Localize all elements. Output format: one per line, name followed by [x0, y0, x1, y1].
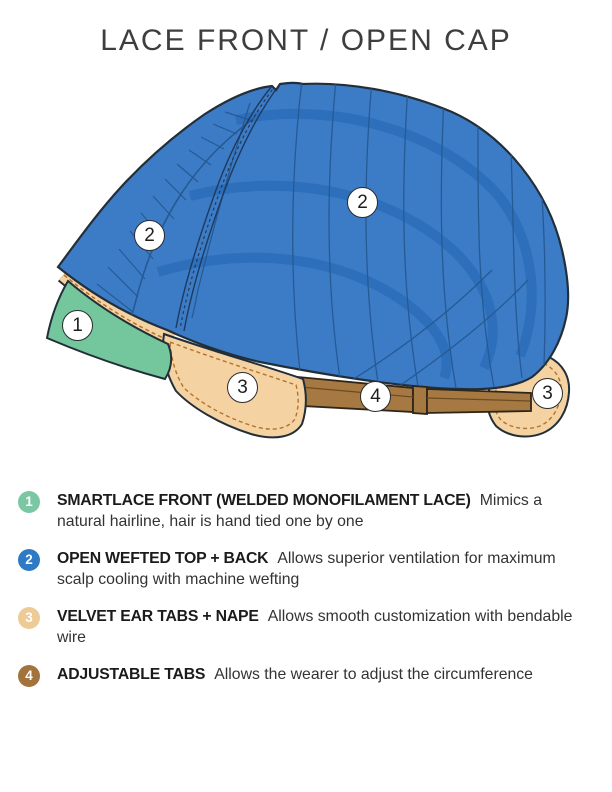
- callout-ear-tab: 3: [227, 372, 258, 403]
- legend-item-label: OPEN WEFTED TOP + BACK: [57, 550, 269, 567]
- legend-number-badge: 4: [18, 665, 40, 687]
- legend-item-open-wefted: [18, 549, 592, 591]
- legend-number-badge: 2: [18, 549, 40, 571]
- legend-item-text: [57, 491, 592, 533]
- legend-item-label: VELVET EAR TABS + NAPE: [57, 608, 259, 625]
- callout-lace-front: 1: [62, 310, 93, 341]
- legend-number-badge: 3: [18, 607, 40, 629]
- callout-adjustable-tab: 4: [360, 381, 391, 412]
- callout-wefted-back: 2: [347, 187, 378, 218]
- page-title: LACE FRONT / OPEN CAP: [100, 24, 512, 57]
- legend-item-velvet-ear-tabs: [18, 607, 592, 649]
- legend-item-smartlace-front: [18, 491, 592, 533]
- legend-item-adjustable-tabs: [18, 665, 592, 687]
- callout-wefted-front: 2: [134, 220, 165, 251]
- legend-item-text: [57, 665, 592, 686]
- legend-item-label: ADJUSTABLE TABS: [57, 666, 206, 683]
- legend-item-label: SMARTLACE FRONT (WELDED MONOFILAMENT LACE): [57, 492, 471, 509]
- legend-item-text: [57, 549, 592, 591]
- legend-item-description: Allows smooth customization with bendable wire: [57, 608, 573, 646]
- legend-number-badge: 1: [18, 491, 40, 513]
- legend-item-description: Allows the wearer to adjust the circumference: [214, 666, 533, 683]
- legend-item-description: Allows superior ventilation for maximum scalp cooling with machine wefting: [57, 550, 556, 588]
- legend-item-text: [57, 607, 592, 649]
- legend-item-description: Mimics a natural hairline, hair is hand tied one by one: [57, 492, 542, 530]
- strap-buckle: [413, 386, 427, 414]
- callout-nape-tab: 3: [532, 378, 563, 409]
